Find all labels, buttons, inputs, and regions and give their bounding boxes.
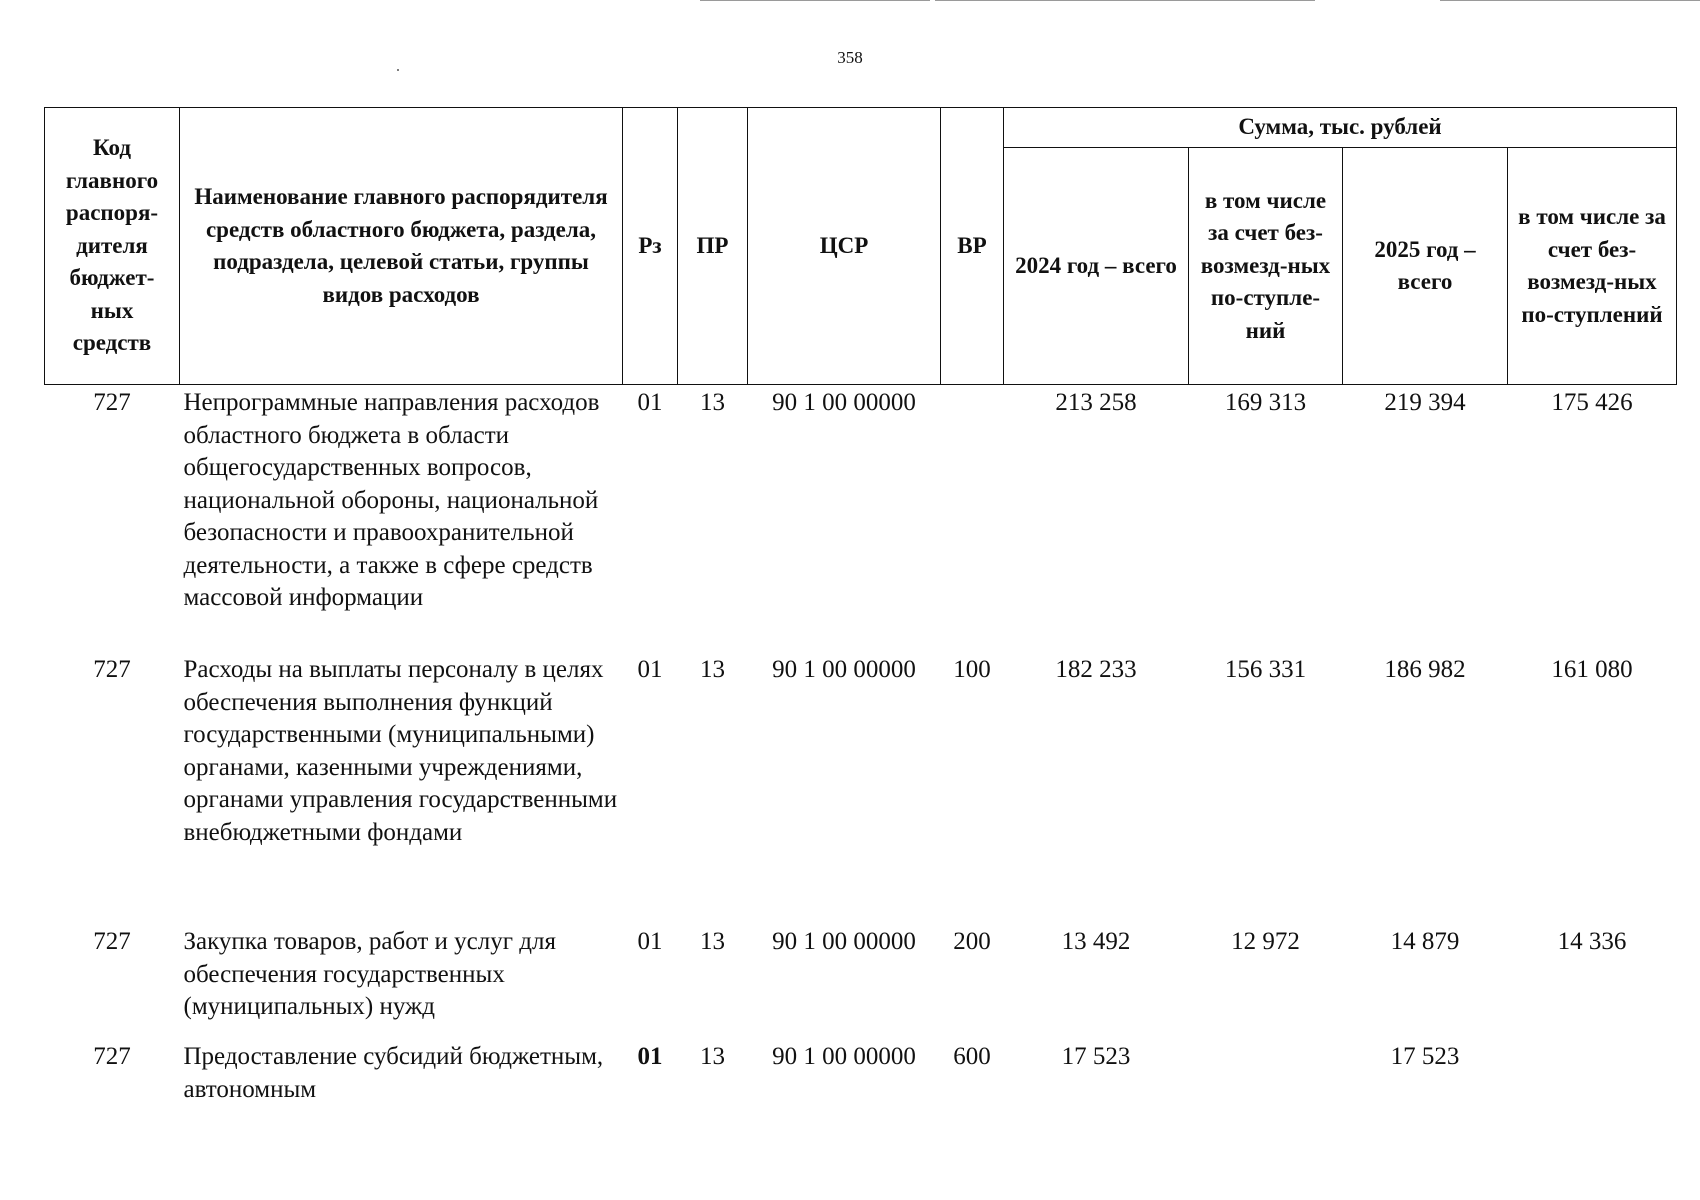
cell-2024-free	[1189, 1041, 1343, 1131]
cell-pr: 13	[700, 1043, 725, 1070]
header-2024-total: 2024 год – всего	[1004, 148, 1189, 385]
cell-rz: 01	[637, 928, 663, 955]
cell-vr	[941, 385, 1004, 655]
cell-2025-total: 17 523	[1390, 1043, 1460, 1070]
cell-name: Расходы на выплаты персоналу в целях обеспечения выполнения функций государственными (муниципальными) органами, казенными учреждениями, органами управления государственными внебюджетными фондами	[183, 656, 618, 846]
cell-rz: 01	[637, 389, 663, 416]
budget-table	[44, 107, 1677, 1131]
cell-2025-total: 219 394	[1384, 389, 1466, 416]
header-vr: ВР	[941, 108, 1004, 385]
cell-2025-free: 14 336	[1557, 928, 1627, 955]
table-row	[45, 1041, 1677, 1131]
cell-name: Закупка товаров, работ и услуг для обеспечения государственных (муниципальных) нужд	[183, 928, 556, 1020]
header-csr: ЦСР	[748, 108, 941, 385]
header-sum-group: Сумма, тыс. рублей	[1004, 108, 1677, 148]
cell-2025-total: 14 879	[1390, 928, 1460, 955]
cell-2024-total: 17 523	[1061, 1043, 1131, 1070]
header-rz: Рз	[623, 108, 678, 385]
cell-csr: 90 1 00 00000	[772, 389, 916, 416]
scan-edge-line	[1440, 0, 1700, 1]
cell-pr: 13	[700, 928, 725, 955]
cell-csr: 90 1 00 00000	[772, 656, 916, 683]
cell-name: Предоставление субсидий бюджетным, автономным	[183, 1043, 604, 1103]
scan-edge-line	[935, 0, 1315, 1]
header-2024-free: в том числе за счет без-возмезд-ных по-ступле-ний	[1189, 148, 1343, 385]
cell-2025-free: 161 080	[1551, 656, 1633, 683]
table-row	[45, 926, 1677, 1041]
header-code: Код главного распоря-дителя бюджет-ных средств	[45, 108, 180, 385]
table-row	[45, 654, 1677, 926]
header-2025-free: в том числе за счет без-возмезд-ных по-ступлений	[1508, 148, 1677, 385]
cell-rz: 01	[637, 656, 663, 683]
cell-2025-total: 186 982	[1384, 656, 1466, 683]
cell-vr: 600	[953, 1043, 991, 1070]
cell-pr: 13	[700, 389, 725, 416]
cell-2024-free: 169 313	[1224, 389, 1307, 416]
cell-rz: 01	[637, 1043, 663, 1070]
header-2025-total: 2025 год – всего	[1343, 148, 1508, 385]
cell-code: 727	[93, 656, 131, 683]
cell-code: 727	[93, 928, 131, 955]
cell-vr: 100	[953, 656, 991, 683]
cell-2024-total: 213 258	[1055, 389, 1137, 416]
cell-2024-total: 13 492	[1061, 928, 1131, 955]
scan-edge-line	[700, 0, 930, 1]
cell-2024-total: 182 233	[1055, 656, 1137, 683]
page-number: 358	[837, 48, 863, 67]
header-pr: ПР	[678, 108, 748, 385]
cell-name: Непрограммные направления расходов областного бюджета в области общегосударственных вопросов, национальной обороны, национальной безопасности и правоохранительной деятельности, а также в сфере средств массовой информации	[183, 389, 600, 611]
cell-vr: 200	[953, 928, 991, 955]
cell-2024-free: 12 972	[1231, 928, 1300, 955]
cell-2025-free	[1508, 1041, 1677, 1131]
header-name: Наименование главного распорядителя средств областного бюджета, раздела, подраздела, целевой статьи, группы видов расходов	[180, 108, 623, 385]
cell-2025-free: 175 426	[1551, 389, 1633, 416]
cell-csr: 90 1 00 00000	[772, 928, 916, 955]
scan-speck	[397, 69, 399, 71]
cell-pr: 13	[700, 656, 725, 683]
cell-code: 727	[93, 1043, 131, 1070]
cell-2024-free: 156 331	[1224, 656, 1307, 683]
table-row	[45, 385, 1677, 655]
cell-csr: 90 1 00 00000	[772, 1043, 916, 1070]
cell-code: 727	[93, 389, 131, 416]
